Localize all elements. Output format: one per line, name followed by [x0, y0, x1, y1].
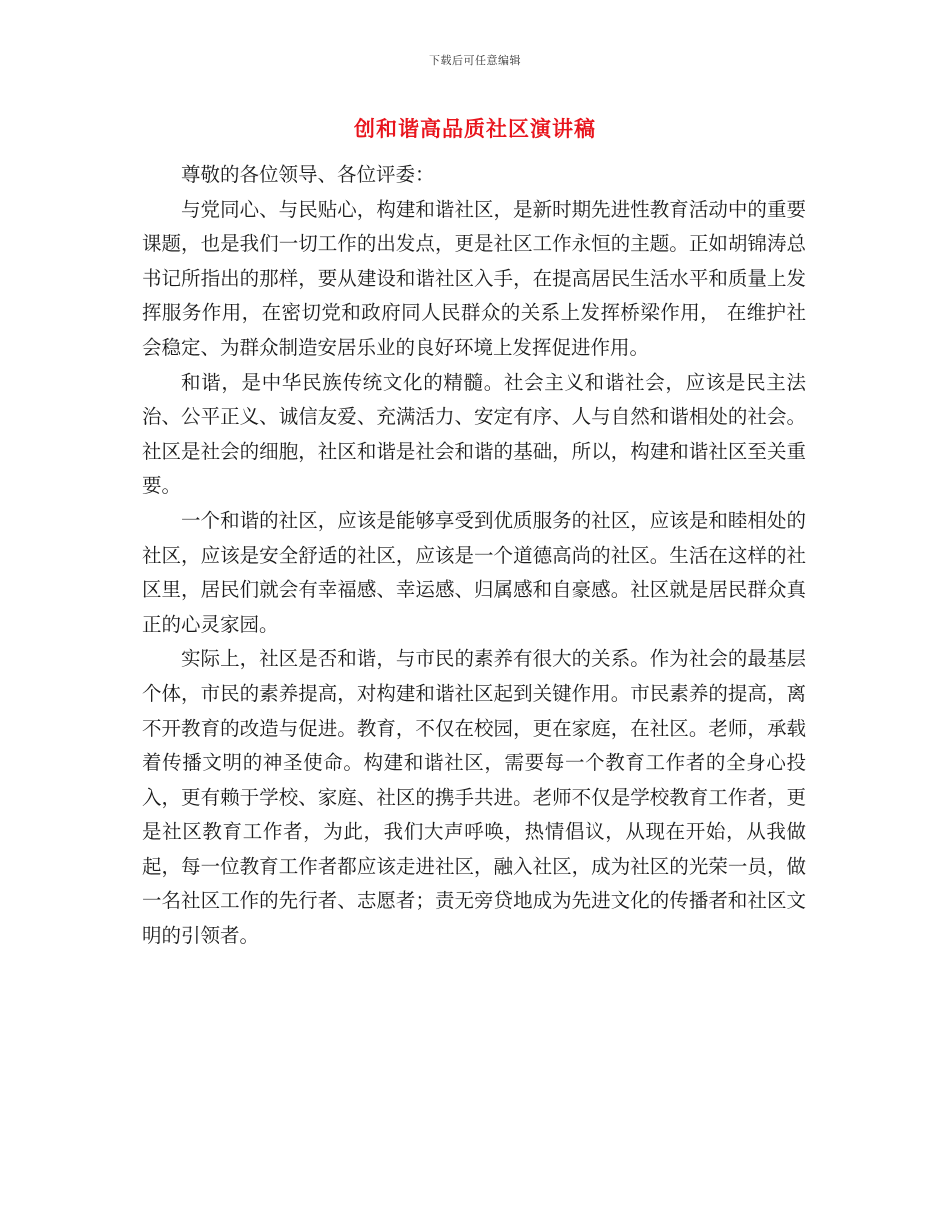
paragraph-2: 和谐，是中华民族传统文化的精髓。社会主义和谐社会，应该是民主法治、公平正义、诚信友爱、充满活力、安定有序、人与自然和谐相处的社会。社区是社会的细胞，社区和谐是社会和谐的基础，所以，构建和谐社区至关重要。: [142, 370, 806, 498]
paragraph-4: 实际上，社区是否和谐，与市民的素养有很大的关系。作为社会的最基层个体，市民的素养提高，对构建和谐社区起到关键作用。市民素养的提高，离不开教育的改造与促进。教育，不仅在校园，更在家庭，在社区。老师，承载着传播文明的神圣使命。构建和谐社区，需要每一个教育工作者的全身心投入，更有赖于学校、家庭、社区的携手共进。老师不仅是学校教育工作者，更是社区教育工作者，为此，我们大声呼唤，热情倡议，从现在开始，从我做起，每一位教育工作者都应该走进社区，融入社区，成为社区的光荣一员，做一名社区工作的先行者、志愿者；责无旁贷地成为先进文化的传播者和社区文明的引领者。: [142, 647, 806, 948]
document-title: 创和谐高品质社区演讲稿: [354, 116, 596, 141]
paragraph-3: 一个和谐的社区，应该是能够享受到优质服务的社区，应该是和睦相处的社区，应该是安全舒适的社区，应该是一个道德高尚的社区。生活在这样的社区里，居民们就会有幸福感、幸运感、归属感和自豪感。社区就是居民群众真正的心灵家园。: [142, 508, 806, 636]
document-body: [142, 158, 806, 954]
salutation: 尊敬的各位领导、各位评委：: [181, 163, 435, 186]
paragraph-1: 与党同心、与民贴心，构建和谐社区，是新时期先进性教育活动中的重要课题，也是我们一切工作的出发点，更是社区工作永恒的主题。正如胡锦涛总书记所指出的那样，要从建设和谐社区入手，在提高居民生活水平和质量上发挥服务作用，在密切党和政府同人民群众的关系上发挥桥梁作用， 在维护社会稳定、为群众制造安居乐业的良好环境上发挥促进作用。: [142, 197, 806, 359]
page-header-note: 下载后可任意编辑: [429, 54, 521, 67]
